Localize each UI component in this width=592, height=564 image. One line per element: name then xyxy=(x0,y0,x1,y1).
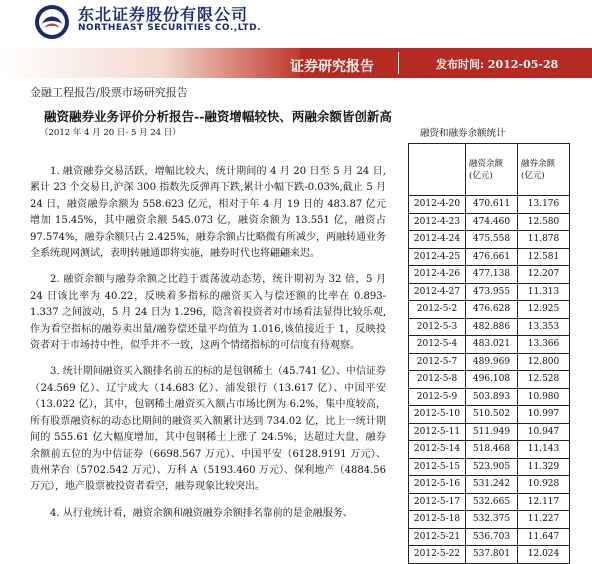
table-row xyxy=(409,511,570,529)
table-cell-margin: 523.905 xyxy=(466,458,518,476)
table-cell-margin: 476.628 xyxy=(466,301,518,319)
table-row xyxy=(409,353,570,371)
company-name-cn: 东北证券股份有限公司 xyxy=(78,5,249,24)
table-cell-short: 13.176 xyxy=(518,196,570,214)
paragraph: 2. 融资余额与融券余额之比趋于震荡波动态势，统计期初为 32 倍，5 月 24 日该比率为 40.22，反映着多指标的融资买入与偿还额的比率在 0.893-1.337 之间波动，5 月 24 日为 1.296，隐含着投资者对市场看法显得比较乐观,作为看空指标的融券卖出量/融券偿还量平均值为 1.016,该值接近于 1，反映投资者对于市场持中性，似乎并不一致，这两个情绪指标的可信度有待观察。 xyxy=(30,274,386,352)
table-header-date xyxy=(409,144,466,196)
publish-info xyxy=(436,56,558,72)
divider xyxy=(398,52,399,74)
table-row xyxy=(409,441,570,459)
table-cell-margin: 470.611 xyxy=(466,196,518,214)
table-cell-date: 2012-5-2 xyxy=(409,301,466,319)
table-row xyxy=(409,213,570,231)
paragraph: 4. 从行业统计看，融资余额和融资融券余额排名靠前的是金融服务、 xyxy=(50,507,353,519)
table-cell-margin: 537.801 xyxy=(466,546,518,564)
report-type: 证券研究报告 xyxy=(290,59,374,75)
table-cell-date: 2012-5-11 xyxy=(409,423,466,441)
table-row xyxy=(409,336,570,354)
table-cell-margin: 518.468 xyxy=(466,441,518,459)
publish-label: 发布时间: xyxy=(436,58,485,71)
table-cell-date: 2012-5-7 xyxy=(409,353,466,371)
table-cell-margin: 473.955 xyxy=(466,283,518,301)
table-cell-short: 11.647 xyxy=(518,528,570,546)
table-row xyxy=(409,318,570,336)
report-period: （2012 年 4 月 20 日- 5 月 24 日） xyxy=(40,128,181,138)
table-cell-short: 12.207 xyxy=(518,266,570,284)
paragraph: 3. 统计期间融资买入额排名前五的标的是包钢稀土（45.741 亿）、中信证券（24.569 亿）、辽宁成大（14.683 亿）、浦发银行（13.617 亿）、中国平安（13.022 亿），其中，包钢稀土融资买入额占市场比例为 6.2%，集中度较高，所有股票融资标的动态比期间的融资买入额累计达到 734.02 亿，比上一统计期间的 555.61 亿大幅度增加，其中包钢稀土上涨了 24.5%，达超过大盘，融券余额前五位的为中信证券（6698.567 万元）、中国平安（6128.9191 万元）、贵州茅台（5702.542 万元）、万科 A（5193.460 万元）、保利地产（4884.56 万元），地产股票被投资者看空，融券现象比较突出。 xyxy=(30,366,386,493)
table-cell-date: 2012-5-17 xyxy=(409,493,466,511)
table-row xyxy=(409,476,570,494)
table-cell-short: 11.143 xyxy=(518,441,570,459)
table-cell-short: 10.947 xyxy=(518,423,570,441)
table-row xyxy=(409,406,570,424)
table-cell-date: 2012-5-9 xyxy=(409,388,466,406)
table-cell-margin: 496.108 xyxy=(466,371,518,389)
table-row xyxy=(409,528,570,546)
table-cell-date: 2012-5-3 xyxy=(409,318,466,336)
table-cell-date: 2012-5-15 xyxy=(409,458,466,476)
table-row xyxy=(409,301,570,319)
table-row xyxy=(409,423,570,441)
company-logo-icon xyxy=(34,4,70,40)
breadcrumb: 金融工程报告/股票市场研究报告 xyxy=(30,86,188,99)
table-cell-date: 2012-5-22 xyxy=(409,546,466,564)
table-cell-date: 2012-5-18 xyxy=(409,511,466,529)
table-cell-short: 13.353 xyxy=(518,318,570,336)
table-cell-short: 10.997 xyxy=(518,406,570,424)
table-cell-short: 12.580 xyxy=(518,213,570,231)
table-cell-margin: 511.949 xyxy=(466,423,518,441)
table-cell-date: 2012-5-10 xyxy=(409,406,466,424)
table-header-row xyxy=(409,144,570,196)
table-cell-margin: 482.886 xyxy=(466,318,518,336)
table-title: 融资和融券余额统计 xyxy=(420,128,506,139)
table-cell-margin: 503.893 xyxy=(466,388,518,406)
table-cell-margin: 532.665 xyxy=(466,493,518,511)
table-cell-date: 2012-5-14 xyxy=(409,441,466,459)
table-row xyxy=(409,493,570,511)
table-cell-date: 2012-4-26 xyxy=(409,266,466,284)
table-body xyxy=(409,196,570,564)
table-cell-short: 12.800 xyxy=(518,353,570,371)
table-cell-margin: 532.375 xyxy=(466,511,518,529)
publish-date: 2012-05-28 xyxy=(487,58,559,71)
table-cell-short: 11.227 xyxy=(518,511,570,529)
table-cell-date: 2012-5-4 xyxy=(409,336,466,354)
table-row xyxy=(409,231,570,249)
table-cell-short: 13.366 xyxy=(518,336,570,354)
header-bar xyxy=(0,48,592,78)
report-title: 融资融券业务评价分析报告--融资增幅较快、两融余额皆创新高 xyxy=(44,109,392,124)
table-cell-margin: 474.460 xyxy=(466,213,518,231)
table-cell-short: 11.313 xyxy=(518,283,570,301)
table-cell-short: 12.581 xyxy=(518,248,570,266)
table-row xyxy=(409,248,570,266)
table-cell-margin: 476.661 xyxy=(466,248,518,266)
table-row xyxy=(409,388,570,406)
table-cell-margin: 531.242 xyxy=(466,476,518,494)
table-row xyxy=(409,546,570,564)
company-name-en: NORTHEAST SECURITIES CO.,LTD. xyxy=(78,23,261,33)
table-cell-margin: 510.502 xyxy=(466,406,518,424)
table-row xyxy=(409,266,570,284)
report-body xyxy=(30,164,386,532)
table-cell-short: 10.980 xyxy=(518,388,570,406)
table-cell-date: 2012-4-23 xyxy=(409,213,466,231)
table-cell-date: 2012-5-8 xyxy=(409,371,466,389)
table-row xyxy=(409,196,570,214)
table-cell-short: 10.928 xyxy=(518,476,570,494)
table-cell-short: 11.878 xyxy=(518,231,570,249)
table-cell-date: 2012-4-27 xyxy=(409,283,466,301)
table-cell-short: 12.528 xyxy=(518,371,570,389)
table-header-margin: 融资余额(亿元) xyxy=(466,144,518,196)
table-cell-date: 2012-4-20 xyxy=(409,196,466,214)
table-cell-date: 2012-4-25 xyxy=(409,248,466,266)
table-cell-margin: 536.703 xyxy=(466,528,518,546)
table-header-short: 融券余额(亿元) xyxy=(518,144,570,196)
table-cell-margin: 477.138 xyxy=(466,266,518,284)
table-cell-margin: 489.969 xyxy=(466,353,518,371)
table-cell-short: 12.117 xyxy=(518,493,570,511)
table-row xyxy=(409,371,570,389)
balance-table xyxy=(408,143,570,564)
table-cell-margin: 475.558 xyxy=(466,231,518,249)
table-row xyxy=(409,458,570,476)
table-cell-margin: 483.021 xyxy=(466,336,518,354)
table-cell-date: 2012-5-16 xyxy=(409,476,466,494)
table-row xyxy=(409,283,570,301)
table-cell-short: 11.329 xyxy=(518,458,570,476)
table-cell-short: 12.024 xyxy=(518,546,570,564)
paragraph: 1. 融资融券交易活跃，增幅比较大，统计期间的 4 月 20 日至 5 月 24 日,累计 23 个交易日,沪深 300 指数先反弹再下跌,累计小幅下跌-0.03%,截止 5 月 24 日，融资融券余额为 558.623 亿元，相对于年 4 月 19 日的 483.87 亿元增加 15.45%，其中融资余额 545.073 亿，融资余额为 13.551 亿，融资占 97.574%，融券余额只占 2.425%，融券余额占比略微有所减少，两融转通业务全系统现网测试，表明转融通即将实施，融券时代也将翩翩来迟。 xyxy=(30,166,386,260)
table-cell-date: 2012-4-24 xyxy=(409,231,466,249)
table-cell-short: 12.925 xyxy=(518,301,570,319)
table-cell-date: 2012-5-21 xyxy=(409,528,466,546)
